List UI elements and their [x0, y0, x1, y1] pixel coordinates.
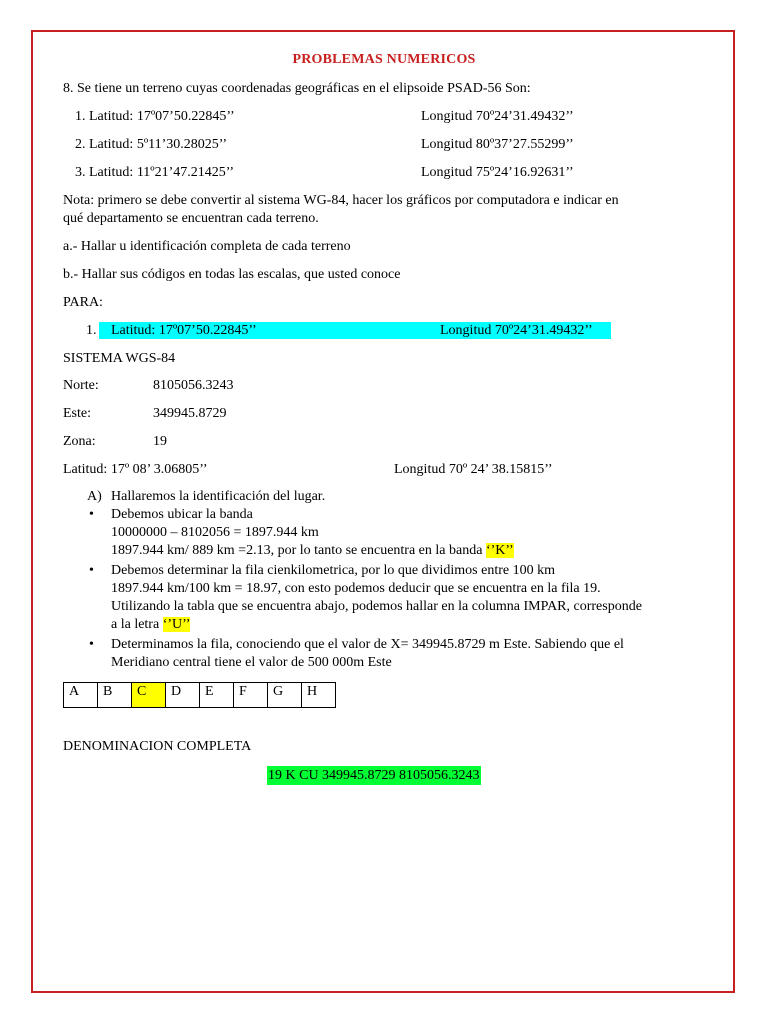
coord-2-lon: Longitud 80º37’27.55299’’ [421, 137, 574, 152]
bullet-1-line-1: Debemos ubicar la banda [111, 507, 253, 522]
highlight-number: 1. [86, 323, 97, 338]
item-b: b.- Hallar sus códigos en todas las escalas, que usted conoce [63, 267, 401, 282]
letter-cell: H [302, 683, 336, 708]
longitude-wgs: Longitud 70º 24’ 38.15815’’ [394, 462, 553, 477]
letter-cell: D [166, 683, 200, 708]
coord-1-lat: 1. Latitud: 17º07’50.22845’’ [75, 109, 235, 124]
band-letter-highlight: ‘’K’’ [485, 543, 514, 558]
coord-1-lon: Longitud 70º24’31.49432’’ [421, 109, 574, 124]
bullet-icon: • [89, 507, 94, 522]
intro-text: 8. Se tiene un terreno cuyas coordenadas geográficas en el elipsoide PSAD-56 Son: [63, 81, 531, 96]
note-line-1: Nota: primero se debe convertir al sistema WG-84, hacer los gráficos por computadora e indicar en [63, 193, 619, 208]
bullet-2-line-4-text: a la letra [111, 617, 163, 632]
este-value: 349945.8729 [153, 406, 227, 421]
bullet-1-line-3 [111, 542, 514, 559]
highlight-lat: Latitud: 17º07’50.22845’’ [111, 323, 257, 338]
result-highlight: 19 K CU 349945.8729 8105056.3243 [268, 768, 480, 783]
letter-cell: G [268, 683, 302, 708]
bullet-2-line-4 [111, 616, 190, 633]
bullet-1-line-3-text: 1897.944 km/ 889 km =2.13, por lo tanto se encuentra en la banda [111, 543, 486, 558]
bullet-2-line-2: 1897.944 km/100 km = 18.97, con esto podemos deducir que se encuentra en la fila 19. [111, 581, 601, 596]
coord-3-lat: 3. Latitud: 11º21’47.21425’’ [75, 165, 235, 180]
letter-cell: B [98, 683, 132, 708]
bullet-2-line-1: Debemos determinar la fila cienkilometrica, por lo que dividimos entre 100 km [111, 563, 555, 578]
zona-value: 19 [153, 434, 167, 449]
bullet-1-line-2: 10000000 – 8102056 = 1897.944 km [111, 525, 319, 540]
norte-label: Norte: [63, 378, 99, 393]
bullet-2-line-3: Utilizando la tabla que se encuentra abajo, podemos hallar en la columna IMPAR, corresponde [111, 599, 642, 614]
highlight-row [99, 322, 611, 339]
coord-2-lat: 2. Latitud: 5º11’30.28025’’ [75, 137, 228, 152]
letters-table [63, 682, 336, 708]
page-title: PROBLEMAS NUMERICOS [292, 52, 476, 67]
para-label: PARA: [63, 295, 103, 310]
latitude-wgs: Latitud: 17º 08’ 3.06805’’ [63, 462, 208, 477]
step-a-text: Hallaremos la identificación del lugar. [111, 489, 326, 504]
bullet-icon: • [89, 637, 94, 652]
letter-cell: E [200, 683, 234, 708]
letter-cell: F [234, 683, 268, 708]
letter-cell: A [64, 683, 98, 708]
bullet-3-line-2: Meridiano central tiene el valor de 500 000m Este [111, 655, 392, 670]
note-line-2: qué departamento se encuentran cada terreno. [63, 211, 319, 226]
letters-row [64, 683, 336, 708]
step-a-marker: A) [87, 489, 102, 504]
denominacion-heading: DENOMINACION COMPLETA [63, 739, 252, 754]
system-label: SISTEMA WGS-84 [63, 351, 176, 366]
row-letter-highlight: ‘’U’’ [162, 617, 191, 632]
norte-value: 8105056.3243 [153, 378, 234, 393]
zona-label: Zona: [63, 434, 96, 449]
este-label: Este: [63, 406, 91, 421]
item-a: a.- Hallar u identificación completa de cada terreno [63, 239, 351, 254]
bullet-3-line-1: Determinamos la fila, conociendo que el valor de X= 349945.8729 m Este. Sabiendo que el [111, 637, 624, 652]
coord-3-lon: Longitud 75º24’16.92631’’ [421, 165, 574, 180]
bullet-icon: • [89, 563, 94, 578]
letter-cell-highlighted: C [132, 683, 166, 708]
highlight-lon: Longitud 70º24’31.49432’’ [440, 323, 593, 338]
